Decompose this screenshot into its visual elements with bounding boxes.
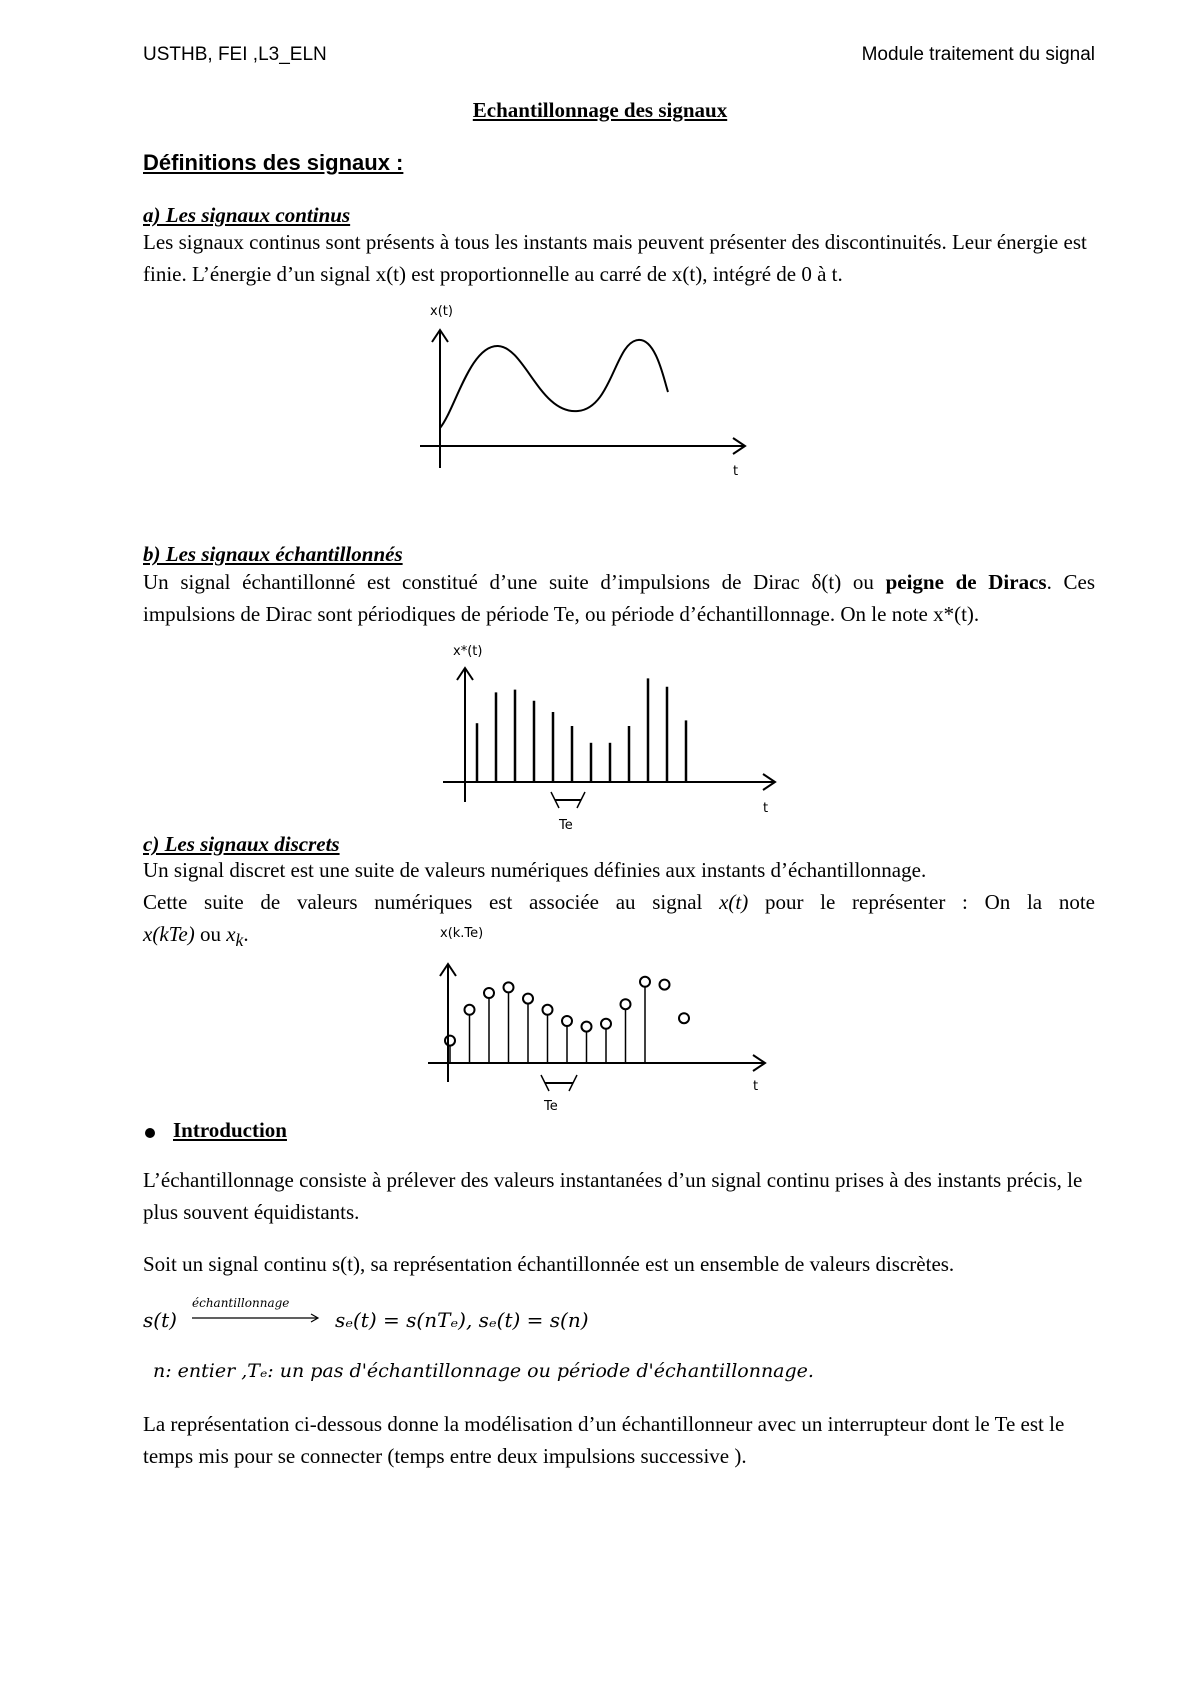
introduction-paragraph-1: L’échantillonnage consiste à prélever des valeurs instantanées d’un signal continu prises à des instants précis, le plus souvent équidistants. xyxy=(143,1168,1083,1224)
section-c-line-1: Un signal discret est une suite de valeurs numériques définies aux instants d’échantillonnage. xyxy=(143,858,927,882)
introduction-paragraph-3: La représentation ci-dessous donne la modélisation d’un échantillonneur avec un interrupteur dont le Te est le temps mis pour se connecter (temps entre deux impulsions successive ). xyxy=(143,1412,1065,1468)
sample-point-13 xyxy=(679,1013,689,1023)
discrete-te-label: Te xyxy=(544,1099,558,1114)
section-c-line-3-sub: k xyxy=(235,930,244,951)
sample-point-1 xyxy=(445,1036,455,1046)
introduction-paragraph-2: Soit un signal continu s(t), sa représentation échantillonnée est un ensemble de valeurs discrètes. xyxy=(143,1252,955,1276)
sampled-signal-figure xyxy=(425,640,785,840)
section-b-text xyxy=(143,566,1095,630)
sample-point-2 xyxy=(465,1005,475,1015)
section-b-text-bold: peigne de Diracs xyxy=(885,570,1047,594)
section-c-line-3-mid: ou xyxy=(194,922,227,946)
equation-note: n: entier ,Tₑ: un pas d'échantillonnage ou période d'échantillonnage. xyxy=(153,1360,814,1382)
definitions-heading: Définitions des signaux : xyxy=(143,150,404,175)
equation-right: sₑ(t) = s(nTₑ), sₑ(t) = s(n) xyxy=(335,1308,589,1332)
sample-point-9 xyxy=(601,1019,611,1029)
continuous-x-label: t xyxy=(733,464,739,479)
section-c-line-2-var: x(t) xyxy=(719,890,749,914)
section-c-line-3-var2: x xyxy=(226,922,236,946)
sample-point-7 xyxy=(562,1016,572,1026)
header-right: Module traitement du signal xyxy=(861,44,1095,65)
discrete-signal-figure xyxy=(420,920,780,1115)
section-c-line-3 xyxy=(143,922,249,951)
discrete-plot-group xyxy=(445,977,689,1063)
section-b-text-2: . Ces impulsions de Dirac sont périodiques de période Te, ou période d’échantillonnage. On le note x*(t). xyxy=(143,570,1096,626)
section-c-heading: c) Les signaux discrets xyxy=(143,832,340,856)
sample-point-12 xyxy=(660,980,670,990)
sample-point-8 xyxy=(582,1022,592,1032)
section-b-heading: b) Les signaux échantillonnés xyxy=(143,542,403,566)
equation-arrow-icon xyxy=(192,1311,322,1325)
discrete-y-label: x(k.Te) xyxy=(440,926,484,941)
section-b-text-1: Un signal échantillonné est constitué d’une suite d’impulsions de Dirac δ(t) ou xyxy=(143,570,886,594)
continuous-y-label: x(t) xyxy=(430,304,453,319)
section-a-heading: a) Les signaux continus xyxy=(143,203,351,227)
discrete-x-label: t xyxy=(753,1079,759,1094)
sample-point-10 xyxy=(621,999,631,1009)
section-c-line-2a: Cette suite de valeurs numériques est associée au signal xyxy=(143,890,720,914)
sampled-y-label: x*(t) xyxy=(453,644,483,659)
sampled-plot-group xyxy=(477,678,686,782)
sampled-x-label: t xyxy=(763,801,769,816)
section-c-line-3-end: . xyxy=(243,922,249,946)
section-a-text: Les signaux continus sont présents à tous les instants mais peuvent présenter des discontinuités. Leur énergie est finie. L’énergie d’un signal x(t) est proportionnelle au carré de x(t), intégré de 0 à t. xyxy=(143,230,1087,286)
sampled-te-label: Te xyxy=(559,818,573,833)
equation-arrow-label: échantillonnage xyxy=(192,1296,290,1310)
introduction-heading: Introduction xyxy=(173,1118,287,1142)
continuous-curve xyxy=(440,340,668,428)
section-c-line-2b: pour le représenter : On la note xyxy=(748,890,1095,914)
header-left: USTHB, FEI ,L3_ELN xyxy=(143,44,327,65)
sample-point-6 xyxy=(543,1005,553,1015)
section-c-line-2 xyxy=(143,890,1095,915)
sample-point-3 xyxy=(484,988,494,998)
continuous-signal-figure xyxy=(400,300,760,490)
sample-point-5 xyxy=(523,994,533,1004)
page-title: Echantillonnage des signaux xyxy=(472,98,728,122)
equation-left: s(t) xyxy=(143,1308,177,1332)
sample-point-4 xyxy=(504,982,514,992)
section-c-line-3-var: x(kTe) xyxy=(143,922,195,946)
sample-point-11 xyxy=(640,977,650,987)
bullet-icon xyxy=(145,1128,155,1138)
